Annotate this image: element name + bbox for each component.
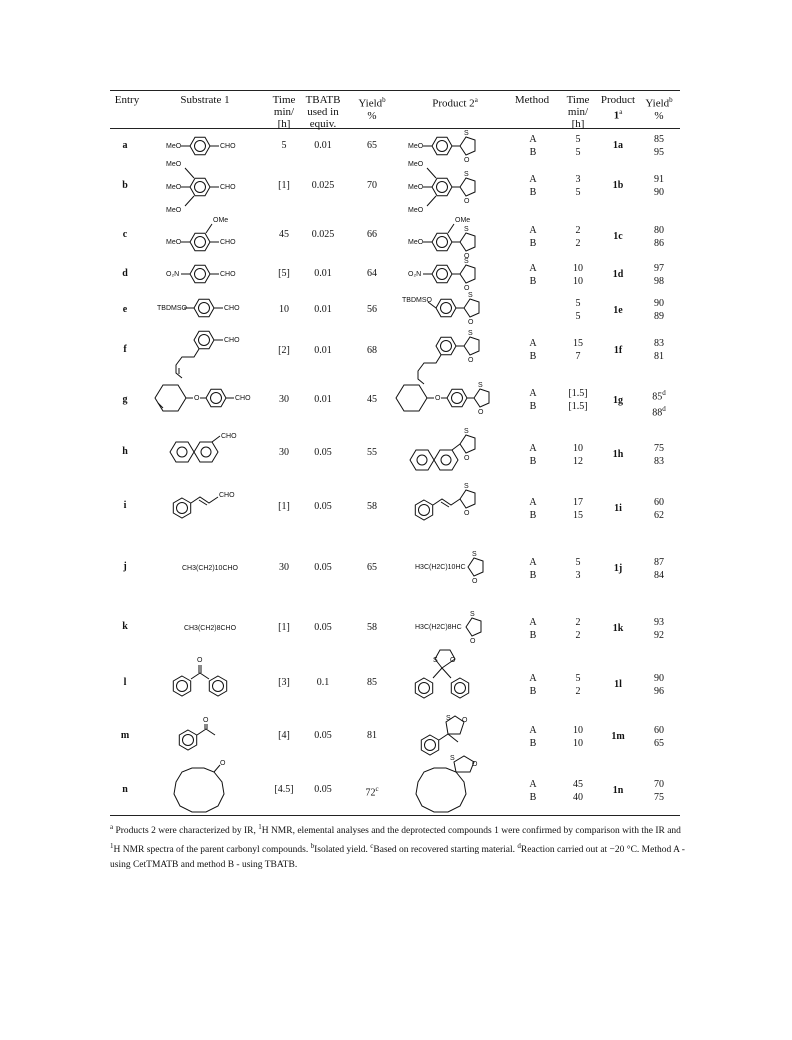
product-code: 1m [611, 731, 625, 742]
product-m-structure [421, 715, 468, 755]
svg-text:CHO: CHO [224, 305, 240, 312]
svg-text:TBDMSO: TBDMSO [157, 305, 187, 312]
time-value: 5 [281, 140, 287, 151]
svg-text:S: S [468, 330, 473, 337]
svg-text:S: S [468, 292, 473, 299]
method-values: A B [529, 673, 537, 697]
substrate-c-structure [166, 217, 236, 251]
svg-text:S: S [446, 715, 451, 722]
time2-values: 10 10 [573, 263, 583, 287]
entry-label: m [120, 730, 130, 741]
svg-text:S: S [464, 428, 469, 435]
method-values: A B [529, 557, 537, 581]
product-code: 1k [612, 623, 624, 634]
svg-text:MeO: MeO [408, 239, 424, 246]
yield-value: 81 [367, 730, 377, 741]
svg-text:O: O [478, 409, 484, 416]
svg-text:CHO: CHO [221, 433, 237, 440]
header-time-1: Time min/ [h] [272, 94, 296, 130]
svg-text:O: O [472, 578, 478, 585]
svg-text:O: O [470, 638, 476, 645]
entry-label: a [122, 140, 128, 151]
yield-value: 64 [367, 268, 377, 279]
method-values: A B [529, 134, 537, 158]
tbatb-value: 0.05 [314, 447, 332, 458]
yield2-values: 91 90 [654, 174, 664, 198]
svg-text:O: O [464, 157, 470, 164]
svg-text:O: O [464, 198, 470, 205]
substrate-i-structure [173, 492, 235, 518]
svg-text:O: O [468, 319, 474, 326]
product-code: 1n [612, 785, 624, 796]
header-yield-1: Yield$^b$ % [358, 96, 386, 122]
yield2-values: 97 98 [654, 263, 664, 287]
method-values: A B [529, 174, 537, 198]
product-n-structure [416, 755, 478, 812]
entry-label: e [122, 304, 128, 315]
time2-values: 5 5 [575, 134, 581, 158]
svg-text:S: S [472, 551, 477, 558]
svg-text:MeO: MeO [166, 161, 182, 168]
time-value: [2] [278, 345, 290, 356]
tbatb-value: 0.05 [314, 622, 332, 633]
time2-values: 5 2 [575, 673, 581, 697]
time2-values: 5 5 [575, 298, 581, 322]
entry-label: h [122, 446, 128, 457]
header-entry: Entry [114, 94, 140, 106]
svg-text:O: O [194, 395, 200, 402]
header-product-2: Product 2$^a$ [432, 96, 478, 110]
method-values: A B [529, 725, 537, 749]
tbatb-value: 0.01 [314, 140, 332, 151]
svg-text:MeO: MeO [166, 207, 182, 214]
method-values: A B [529, 443, 537, 467]
product-l-structure [415, 650, 468, 698]
time-value: 30 [279, 447, 289, 458]
product-code: 1d [612, 269, 624, 280]
substrate-b-structure [166, 161, 236, 214]
substrate-e-structure [157, 299, 240, 316]
product-f-structure [418, 330, 479, 384]
header-yield-2: Yield$^b$ % [645, 96, 673, 122]
svg-text:MeO: MeO [408, 143, 424, 150]
svg-text:O: O [462, 717, 468, 724]
tbatb-value: 0.025 [311, 180, 335, 191]
header-tbatb: TBATB used in equiv. [305, 94, 341, 130]
substrate-f-structure [176, 331, 240, 378]
substrate-a-structure [166, 137, 236, 154]
tbatb-value: 0.05 [314, 501, 332, 512]
yield-value: 72$^c$ [365, 785, 379, 799]
substrate-m-structure [179, 717, 215, 750]
svg-text:H3C(H2C)10HC: H3C(H2C)10HC [415, 564, 466, 571]
svg-text:CHO: CHO [220, 143, 236, 150]
svg-text:O: O [220, 760, 226, 767]
yield2-values: 85$^d$ 88$^d$ [652, 389, 666, 419]
tbatb-value: 0.05 [314, 562, 332, 573]
product-k-structure [415, 611, 481, 645]
product-code: 1a [613, 140, 623, 151]
svg-text:OMe: OMe [213, 217, 229, 224]
yield2-values: 93 92 [654, 617, 664, 641]
tbatb-value: 0.01 [314, 268, 332, 279]
svg-text:S: S [464, 483, 469, 490]
yield2-values: 70 75 [654, 779, 664, 803]
header-method: Method [514, 94, 550, 106]
svg-text:MeO: MeO [408, 161, 424, 168]
svg-text:S: S [450, 755, 455, 762]
svg-text:O: O [203, 717, 209, 724]
svg-text:S: S [478, 382, 483, 389]
svg-text:S: S [464, 258, 469, 265]
method-values: A B [529, 338, 537, 362]
time-value: 10 [279, 304, 289, 315]
substrate-g-structure [155, 385, 251, 411]
svg-text:CHO: CHO [220, 271, 236, 278]
time2-values: 2 2 [575, 225, 581, 249]
product-code: 1g [613, 395, 623, 406]
svg-text:MeO: MeO [408, 184, 424, 191]
substrate-n-structure [174, 760, 226, 812]
header-product-1: Product 1$^a$ [600, 94, 636, 122]
entry-label: f [123, 344, 127, 355]
svg-text:O: O [435, 395, 441, 402]
entry-label: k [122, 621, 128, 632]
yield-value: 70 [367, 180, 377, 191]
entry-label: d [122, 268, 128, 279]
product-code: 1c [613, 231, 623, 242]
svg-text:MeO: MeO [166, 184, 182, 191]
svg-text:CHO: CHO [224, 337, 240, 344]
tbatb-value: 0.01 [314, 345, 332, 356]
yield-value: 65 [367, 140, 377, 151]
tbatb-value: 0.01 [314, 394, 332, 405]
tbatb-value: 0.05 [314, 784, 332, 795]
svg-text:O: O [464, 253, 470, 260]
yield-value: 65 [367, 562, 377, 573]
time2-values: [1.5] [1.5] [568, 388, 588, 412]
svg-text:S: S [464, 171, 469, 178]
time-value: [5] [278, 268, 290, 279]
time2-values: 10 10 [573, 725, 583, 749]
method-values: A B [529, 388, 537, 412]
yield-value: 45 [367, 394, 377, 405]
time-value: [4.5] [274, 784, 294, 795]
svg-text:TBDMSO: TBDMSO [402, 297, 432, 304]
yield2-values: 80 86 [654, 225, 664, 249]
svg-text:CHO: CHO [220, 239, 236, 246]
time-value: [1] [278, 622, 290, 633]
time-value: [4] [278, 730, 290, 741]
svg-text:MeO: MeO [166, 143, 182, 150]
method-values: A B [529, 617, 537, 641]
yield-value: 56 [367, 304, 377, 315]
substrate-formula: CH3(CH2)10CHO [181, 565, 238, 572]
substrate-h-structure [170, 433, 237, 462]
substrate-l-structure [173, 657, 226, 696]
time-value: 30 [279, 562, 289, 573]
product-b-structure [408, 161, 475, 214]
svg-text:O: O [464, 285, 470, 292]
tbatb-value: 0.05 [314, 730, 332, 741]
product-d-structure [408, 258, 475, 292]
entry-label: j [123, 561, 127, 572]
time-value: [3] [278, 677, 290, 688]
yield-value: 66 [367, 229, 377, 240]
entry-label: i [123, 500, 127, 511]
svg-text:O₂N: O₂N [408, 271, 422, 278]
product-code: 1h [612, 449, 624, 460]
yield-value: 85 [367, 677, 377, 688]
substrate-formula: CH3(CH2)8CHO [183, 625, 237, 632]
yield2-values: 85 95 [654, 134, 664, 158]
svg-text:S: S [464, 226, 469, 233]
product-code: 1j [613, 563, 623, 574]
substrate-d-structure [166, 265, 236, 282]
entry-label: b [122, 180, 128, 191]
yield2-values: 83 81 [654, 338, 664, 362]
product-code: 1e [613, 305, 623, 316]
time2-values: 3 5 [575, 174, 581, 198]
method-values: A B [529, 779, 537, 803]
yield-value: 58 [367, 501, 377, 512]
svg-text:S: S [470, 611, 475, 618]
product-code: 1l [614, 679, 622, 690]
svg-text:CHO: CHO [235, 395, 251, 402]
svg-text:O: O [197, 657, 203, 664]
product-j-structure [415, 551, 483, 585]
svg-text:OMe: OMe [455, 217, 471, 224]
yield-value: 55 [367, 447, 377, 458]
product-c-structure [408, 217, 475, 260]
header-time-2: Time min/ [h] [566, 94, 590, 130]
entry-label: g [122, 394, 128, 405]
product-g-structure [396, 382, 489, 416]
svg-text:O: O [464, 510, 470, 517]
product-i-structure [415, 483, 475, 520]
svg-text:S: S [433, 657, 438, 664]
svg-text:O: O [472, 761, 478, 768]
svg-text:CHO: CHO [220, 184, 236, 191]
svg-text:S: S [464, 130, 469, 137]
time2-values: 5 3 [575, 557, 581, 581]
method-values: A B [529, 225, 537, 249]
yield-value: 68 [367, 345, 377, 356]
method-values: A B [529, 263, 537, 287]
entry-label: l [123, 677, 127, 688]
time-value: [1] [278, 180, 290, 191]
yield2-values: 60 65 [654, 725, 664, 749]
product-e-structure [402, 292, 479, 326]
product-a-structure [408, 130, 475, 164]
yield2-values: 60 62 [654, 497, 664, 521]
svg-text:MeO: MeO [408, 207, 424, 214]
time-value: 45 [279, 229, 289, 240]
svg-text:CHO: CHO [219, 492, 235, 499]
header-substrate: Substrate 1 [180, 94, 230, 106]
product-code: 1i [614, 503, 622, 514]
tbatb-value: 0.025 [311, 229, 335, 240]
tbatb-value: 0.01 [314, 304, 332, 315]
svg-text:O: O [450, 657, 456, 664]
time2-values: 10 12 [573, 443, 583, 467]
yield2-values: 90 96 [654, 673, 664, 697]
time-value: 30 [279, 394, 289, 405]
product-code: 1b [612, 180, 624, 191]
svg-text:MeO: MeO [166, 239, 182, 246]
product-code: 1f [613, 345, 623, 356]
time2-values: 45 40 [573, 779, 583, 803]
tbatb-value: 0.1 [316, 677, 330, 688]
time-value: [1] [278, 501, 290, 512]
time2-values: 15 7 [573, 338, 583, 362]
entry-label: c [122, 229, 128, 240]
svg-text:O: O [468, 357, 474, 364]
time2-values: 17 15 [573, 497, 583, 521]
table-footnote: $^a$ Products 2 were characterized by IR, $^1$H NMR, elemental analyses and the deprotected compounds 1 were confirmed by comparison with the IR and $^1$H NMR spectra of the parent carbonyl compounds. $^b$Isolated yield. $^c$Based on recovered starting material. $^d$Reaction carried out at −20 °C. Method A - using CetTMATB and method B - using TBATB. [110, 823, 685, 871]
svg-text:O₂N: O₂N [166, 271, 180, 278]
method-values: A B [529, 497, 537, 521]
product-h-structure [410, 428, 475, 470]
time2-values: 2 2 [575, 617, 581, 641]
yield2-values: 75 83 [654, 443, 664, 467]
svg-text:O: O [464, 455, 470, 462]
entry-label: n [122, 784, 128, 795]
yield-value: 58 [367, 622, 377, 633]
yield2-values: 90 89 [654, 298, 664, 322]
svg-text:H3C(H2C)8HC: H3C(H2C)8HC [415, 624, 462, 631]
yield2-values: 87 84 [654, 557, 664, 581]
